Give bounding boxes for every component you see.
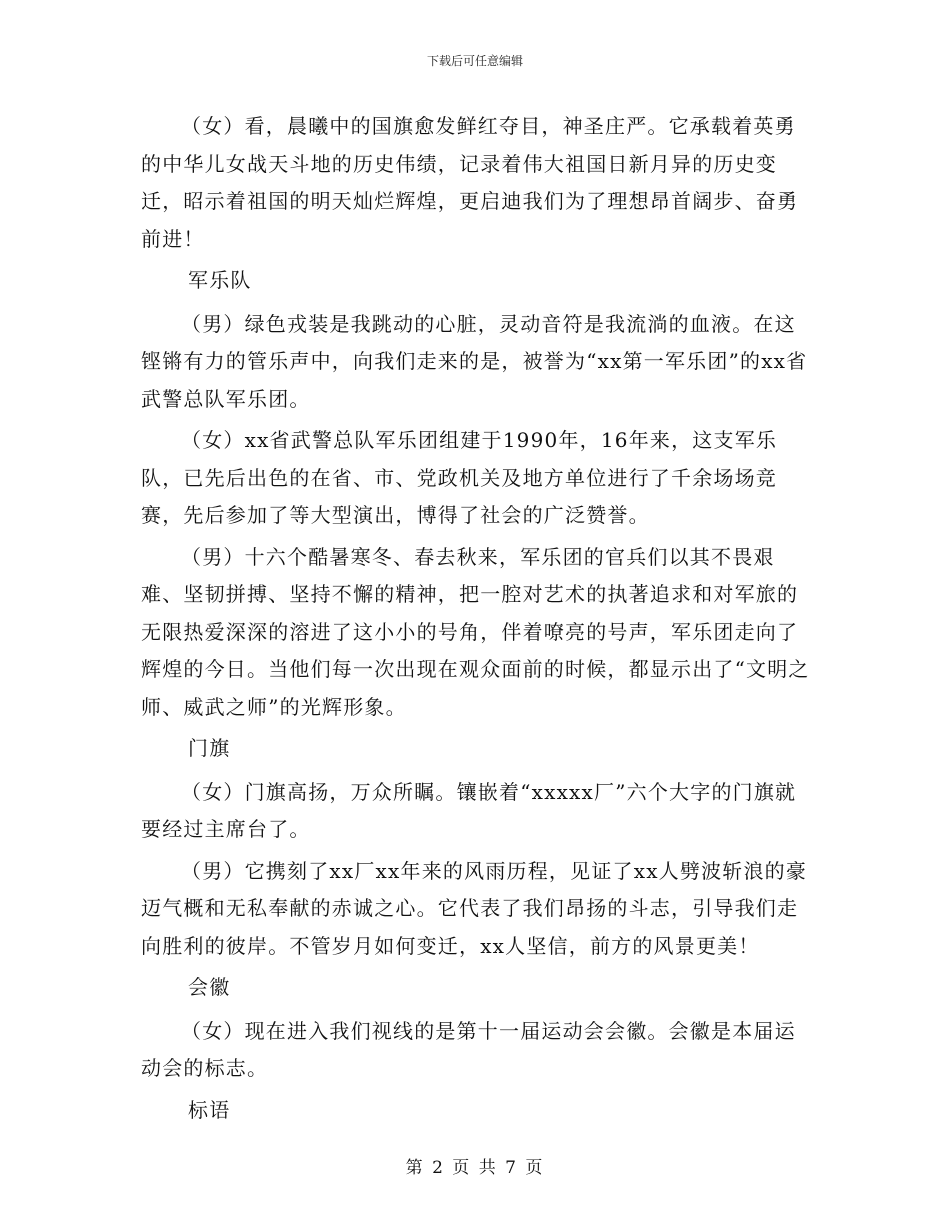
section-heading-slogan: 标语 xyxy=(188,1097,231,1122)
document-body xyxy=(141,108,811,1135)
paragraph-emblem-female: （女）现在进入我们视线的是第十一届运动会会徽。会徽是本届运动会的标志。 xyxy=(141,1018,796,1080)
section-heading-band: 军乐队 xyxy=(188,268,252,292)
paragraph-flag: （女）看，晨曦中的国旗愈发鲜红夺目，神圣庄严。它承载着英勇的中华儿女战天斗地的历史伟绩，记录着伟大祖国日新月异的历史变迁，昭示着祖国的明天灿烂辉煌，更启迪我们为了理想昂首阔步、奋勇前进！ xyxy=(141,114,799,251)
page-footer: 第 2 页 共 7 页 xyxy=(405,1158,545,1178)
page-header: 下载后可任意编辑 xyxy=(426,54,523,68)
section-heading-emblem: 会徽 xyxy=(188,975,231,999)
paragraph-band-male-1: （男）绿色戎装是我跳动的心脏，灵动音符是我流淌的血液。在这铿锵有力的管乐声中，向我们走来的是，被誉为“xx第一军乐团”的xx省武警总队军乐团。 xyxy=(141,311,808,411)
paragraph-band-male-2: （男）十六个酷暑寒冬、春去秋来，军乐团的官兵们以其不畏艰难、坚韧拼搏、坚持不懈的精神，把一腔对艺术的执著追求和对军旅的无限热爱深深的溶进了这小小的号角，伴着嘹亮的号声，军乐团走向了辉煌的今日。当他们每一次出现在观众面前的时候，都显示出了“文明之师、威武之师”的光辉形象。 xyxy=(141,544,810,719)
section-heading-gate-flag: 门旗 xyxy=(188,736,231,760)
paragraph-gate-flag-female: （女）门旗高扬，万众所瞩。镶嵌着“xxxxx厂”六个大字的门旗就要经过主席台了。 xyxy=(141,779,797,841)
paragraph-gate-flag-male: （男）它携刻了xx厂xx年来的风雨历程，见证了xx人劈波斩浪的豪迈气概和无私奉献的赤诚之心。它代表了我们昂扬的斗志，引导我们走向胜利的彼岸。不管岁月如何变迁，xx人坚信，前方的风景更美！ xyxy=(141,858,808,958)
paragraph-band-female: （女）xx省武警总队军乐团组建于1990年，16年来，这支军乐队，已先后出色的在省、市、党政机关及地方单位进行了千余场场竞赛，先后参加了等大型演出，博得了社会的广泛赞誉。 xyxy=(141,428,778,527)
